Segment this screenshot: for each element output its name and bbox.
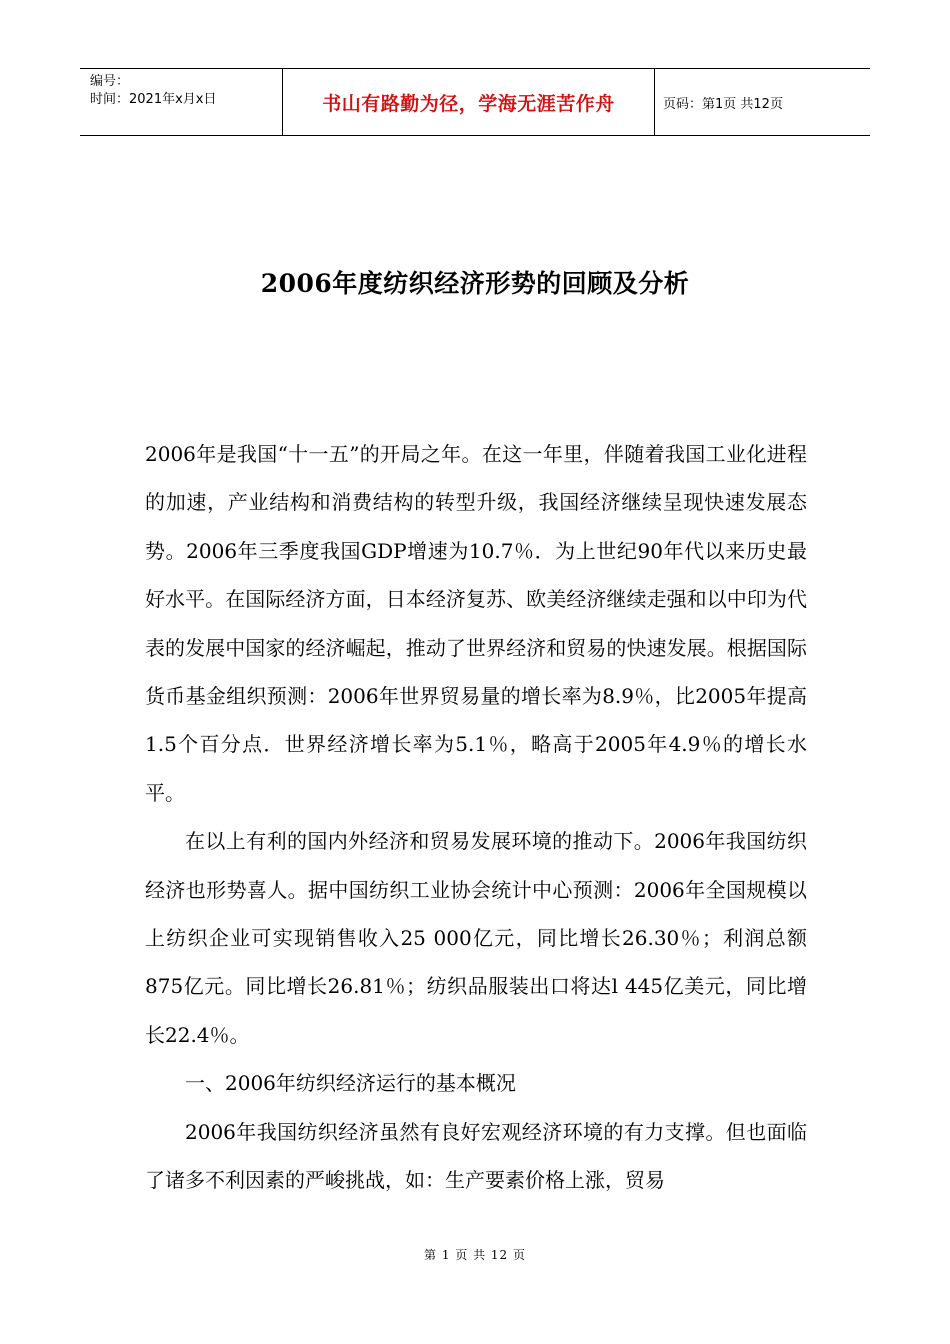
- header-meta: [80, 69, 282, 135]
- paragraph-2: 在以上有利的国内外经济和贸易发展环境的推动下。2006年我国纺织经济也形势喜人。据中国纺织工业协会统计中心预测：2006年全国规模以上纺织企业可实现销售收入25 000亿元，同比增长26.30％；利润总额875亿元。同比增长26.81％；纺织品服装出口将达l 445亿美元，同比增长22.4％。: [145, 829, 807, 1047]
- header-page-info-cell: [655, 69, 870, 135]
- paragraph-3: 2006年我国纺织经济虽然有良好宏观经济环境的有力支撑。但也面临了诸多不利因素的严峻挑战，如：生产要素价格上涨，贸易: [145, 1119, 807, 1193]
- number-label: 编号：: [90, 74, 130, 89]
- document-body: [145, 430, 807, 1205]
- header-motto-cell: [282, 69, 655, 135]
- page-header: [80, 68, 870, 136]
- page-info: 页码：第1页 共12页: [663, 96, 783, 112]
- document-title: 2006年度纺织经济形势的回顾及分析: [260, 269, 690, 298]
- section-heading-1: 一、2006年纺织经济运行的基本概况: [185, 1071, 516, 1096]
- page-footer: 第 1 页 共 12 页: [424, 1248, 526, 1262]
- motto-text: 书山有路勤为径，学海无涯苦作舟: [322, 92, 615, 115]
- paragraph-1: 2006年是我国“十一五”的开局之年。在这一年里，伴随着我国工业化进程的加速，产业结构和消费结构的转型升级，我国经济继续呈现快速发展态势。2006年三季度我国GDP增速为10.7％．为上世纪90年代以来历史最好水平。在国际经济方面，日本经济复苏、欧美经济继续走强和以中印为代表的发展中国家的经济崛起，推动了世界经济和贸易的快速发展。根据国际货币基金组织预测：2006年世界贸易量的增长率为8.9％，比2005年提高1.5个百分点．世界经济增长率为5.1％，略高于2005年4.9％的增长水平。: [145, 442, 807, 805]
- time-label: 时间：2021年x月x日: [90, 92, 217, 107]
